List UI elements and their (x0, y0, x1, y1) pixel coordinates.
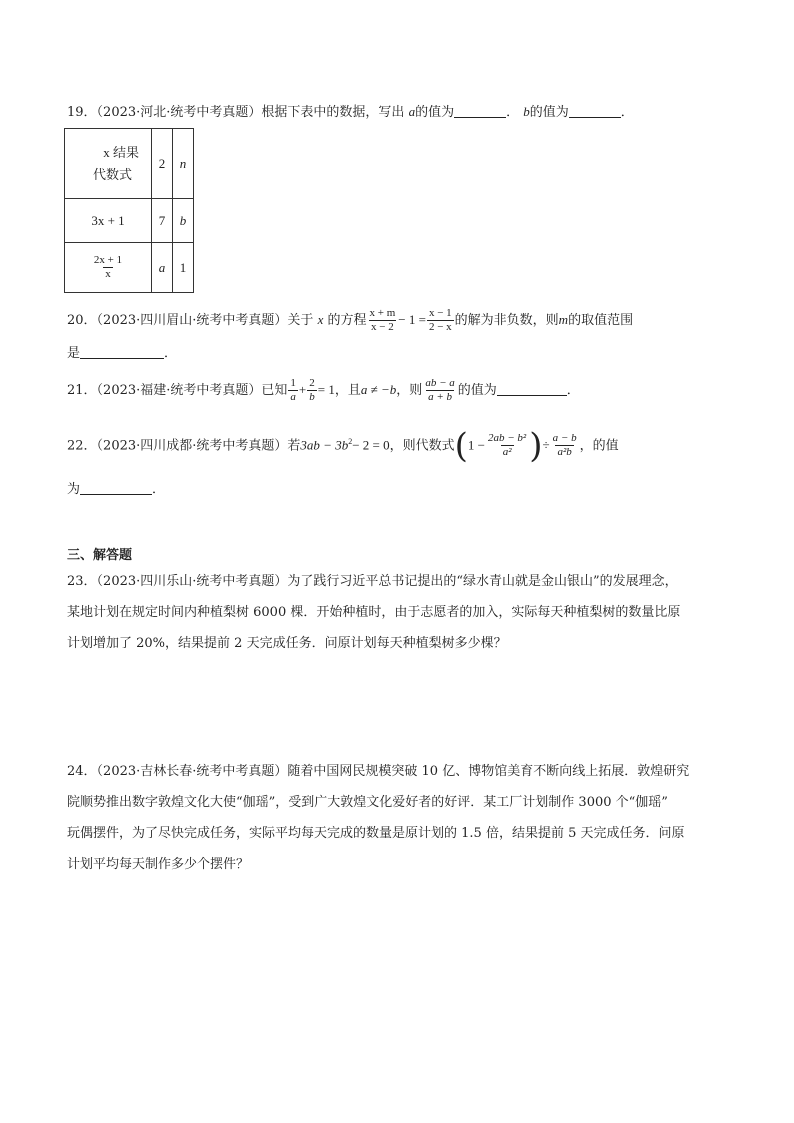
q22-text: 若 (287, 438, 301, 454)
fraction-denominator: x (105, 268, 111, 280)
question-24-line: 院顺势推出数字敦煌文化大使“伽瑶”，受到广大敦煌文化爱好者的好评．某工厂计划制作 3000 个“伽瑶” (67, 795, 668, 810)
fraction-denominator: a (290, 391, 296, 403)
q19-text: 的值为 (529, 105, 569, 120)
fraction-denominator: a² (502, 446, 512, 459)
question-24-line: 玩偶摆件，为了尽快完成任务，实际平均每天完成的数量是原计划的 1.5 倍，结果提前 5 天完成任务．问原 (67, 826, 685, 841)
fraction-denominator: b (309, 391, 315, 403)
q19-source: 19．（2023·河北·统考中考真题） (67, 105, 262, 120)
q22-text: ，的值 (579, 438, 619, 454)
q22-eq: 3ab − 3b (300, 437, 349, 453)
fraction (288, 377, 298, 404)
table-cell: b (173, 199, 194, 243)
section-title: 三、解答题 (67, 548, 133, 563)
fraction (423, 377, 456, 404)
answer-blank[interactable] (497, 381, 567, 396)
q20-var-m: m (558, 312, 569, 327)
q21-text: 已知 (261, 383, 288, 398)
fraction-denominator: a + b (428, 391, 452, 403)
q20-var-x: x (317, 312, 324, 327)
q20-op: − 1 = (398, 312, 426, 327)
question-19 (67, 102, 634, 123)
q20-source: 20．（2023·四川眉山·统考中考真题） (67, 313, 288, 328)
table-header-x: x 结果 (103, 144, 139, 160)
q21-text: 的值为 (457, 383, 497, 398)
q22-op: ÷ (542, 437, 550, 453)
q19-end: ． (620, 105, 634, 120)
fraction-numerator: a − b (552, 432, 577, 445)
q22-eq: − 2 = 0 (352, 437, 390, 453)
question-20 (67, 306, 633, 334)
right-paren: ) (529, 425, 543, 466)
table-cell: n (173, 129, 194, 199)
fraction-numerator: 2x + 1 (93, 254, 123, 266)
table-cell: 7 (152, 199, 173, 243)
question-23-line: 计划增加了 20%，结果提前 2 天完成任务．问原计划每天种植梨树多少棵？ (67, 636, 507, 651)
q20-text: 是 (67, 346, 81, 361)
question-23-line: 某地计划在规定时间内种植梨树 6000 棵．开始种植时，由于志愿者的加入，实际每天种植梨树的数量比原 (67, 605, 681, 620)
q22-op: 1 − (467, 437, 485, 453)
fraction-numerator: x + m (369, 307, 396, 319)
answer-blank-b[interactable] (569, 103, 621, 118)
q21-end: ． (566, 383, 580, 398)
fraction-numerator: x − 1 (428, 307, 452, 319)
q21-condition: a ≠ −b (360, 382, 397, 397)
table-cell: 2 (152, 129, 173, 199)
q21-source: 21．（2023·福建·统考中考真题） (67, 383, 262, 398)
q20-text: 的方程 (327, 313, 367, 328)
q22-end: ． (152, 482, 166, 497)
table-cell: a (152, 243, 173, 293)
table-header-cell (65, 129, 152, 199)
q19-table (64, 128, 194, 293)
answer-blank[interactable] (80, 480, 152, 495)
fraction-denominator: a²b (557, 446, 572, 459)
table-cell: 1 (173, 243, 194, 293)
fraction (92, 254, 124, 281)
q19-text: 根据下表中的数据，写出 (261, 105, 405, 120)
q19-var-b: b (523, 104, 530, 119)
q22-source: 22．（2023·四川成都·统考中考真题） (67, 438, 288, 454)
q19-var-a: a (408, 104, 416, 119)
fraction (427, 307, 454, 334)
table-cell (65, 243, 152, 293)
fraction (486, 432, 528, 459)
q19-sep: ． (506, 105, 520, 120)
fraction-denominator: x − 2 (371, 321, 394, 333)
question-20-line2 (67, 344, 177, 364)
left-paren: ( (454, 425, 468, 466)
q20-text: 关于 (287, 313, 314, 328)
fraction-numerator: 2ab − b² (488, 432, 527, 445)
question-24-line: 计划平均每天制作多少个摆件？ (67, 857, 250, 872)
question-22-line2 (67, 480, 165, 500)
question-24-line: 24．（2023·吉林长春·统考中考真题）随着中国网民规模突破 10 亿、博物馆美育不断向线上拓展．敦煌研究 (67, 764, 690, 779)
fraction-numerator: 1 (290, 377, 296, 389)
fraction-denominator: 2 − x (428, 321, 452, 333)
q19-text: 的值为 (415, 105, 455, 120)
question-21 (67, 376, 580, 404)
q21-text: ，则 (396, 383, 423, 398)
q21-op: = 1 (317, 382, 335, 397)
q22-text: ，则代数式 (389, 438, 455, 454)
q21-text: ，且 (334, 383, 361, 398)
q22-text: 为 (67, 482, 81, 497)
answer-blank-a[interactable] (454, 103, 506, 118)
q20-text: 的取值范围 (568, 313, 634, 328)
fraction (307, 377, 317, 404)
q22-eq-exponent: 2 (348, 437, 353, 446)
fraction-numerator: 2 (309, 377, 315, 389)
fraction-numerator: ab − a (425, 377, 455, 389)
question-22 (67, 424, 619, 466)
q20-end: ． (164, 346, 178, 361)
fraction (368, 307, 398, 334)
answer-blank[interactable] (80, 344, 164, 359)
question-23-line: 23．（2023·四川乐山·统考中考真题）为了践行习近平总书记提出的“绿水青山就是金山银山”的发展理念， (67, 574, 678, 589)
q21-op: + (298, 382, 307, 397)
fraction (551, 432, 579, 459)
table-header-expr: 代数式 (93, 166, 133, 182)
q20-text: 的解为非负数，则 (454, 313, 559, 328)
table-cell: 3x + 1 (65, 199, 152, 243)
